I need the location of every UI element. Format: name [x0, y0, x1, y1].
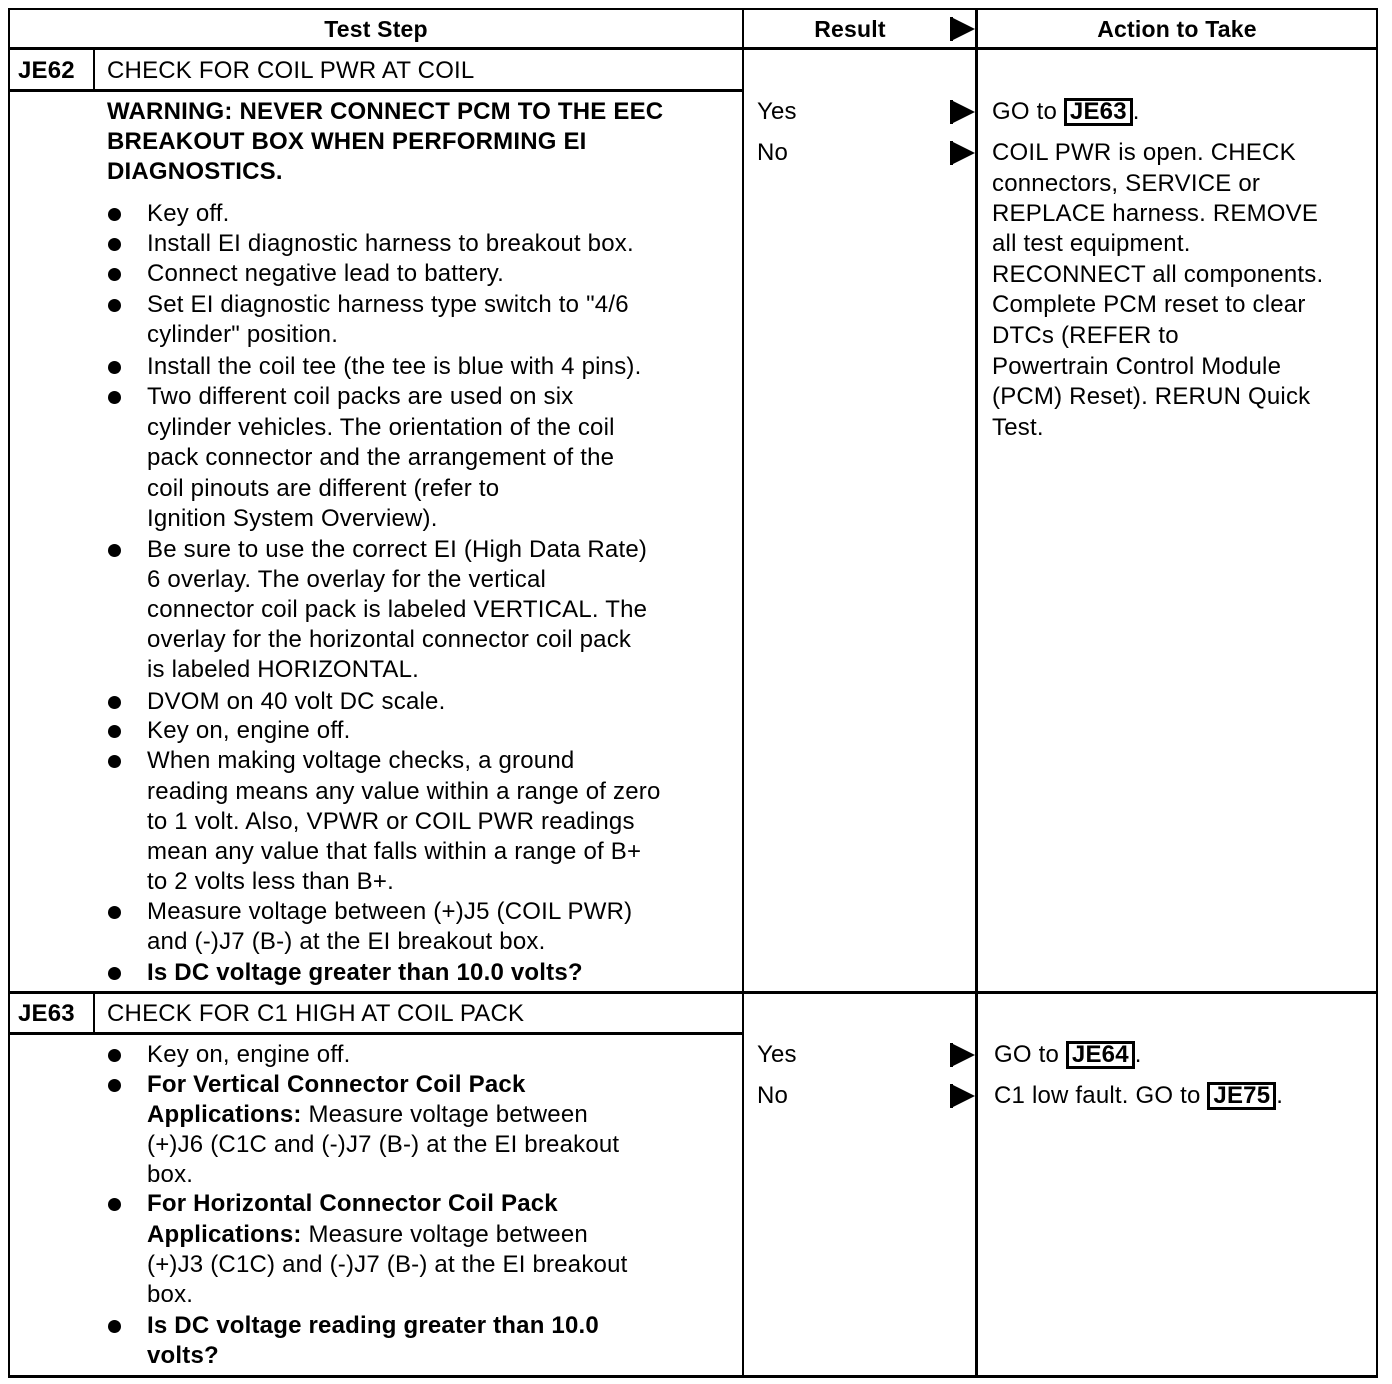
- list-item: Connect negative lead to battery.: [147, 260, 505, 287]
- list-item: Set EI diagnostic harness type switch to "4/6: [147, 291, 629, 318]
- bullet-icon: [108, 755, 121, 768]
- list-item: Be sure to use the correct EI (High Data Rate): [147, 536, 648, 563]
- arrow-right-icon: [953, 1044, 975, 1066]
- bullet-icon: [108, 544, 121, 557]
- list-item: Key on, engine off.: [147, 717, 351, 744]
- header-action: Action to Take: [1097, 16, 1257, 42]
- bullet-icon: [108, 906, 121, 919]
- table-top-border: [8, 8, 1378, 10]
- list-item: Key off.: [147, 200, 230, 227]
- list-item: Install the coil tee (the tee is blue with 4 pins).: [147, 353, 642, 380]
- arrow-right-icon: [953, 142, 975, 164]
- list-item: Key on, engine off.: [147, 1041, 351, 1068]
- step-ref-link[interactable]: JE75: [1207, 1082, 1276, 1110]
- list-item: Is DC voltage greater than 10.0 volts?: [147, 959, 583, 986]
- bullet-icon: [108, 208, 121, 221]
- bullet-icon: [108, 1320, 121, 1333]
- arrow-right-icon: [953, 101, 975, 123]
- table-right-border: [1376, 8, 1378, 1378]
- list-item: For Vertical Connector Coil Pack: [147, 1071, 526, 1098]
- je63-id-divider: [93, 992, 95, 1034]
- je62-action-yes: GO to JE63 .: [992, 98, 1140, 125]
- step-ref-link[interactable]: JE64: [1066, 1041, 1135, 1069]
- list-item: When making voltage checks, a ground: [147, 747, 575, 774]
- step-separator: [8, 991, 1378, 994]
- bullet-icon: [108, 391, 121, 404]
- bullet-icon: [108, 1198, 121, 1211]
- col-divider-action: [975, 8, 978, 1378]
- bullet-icon: [108, 725, 121, 738]
- je62-title-bottom: [8, 89, 744, 92]
- arrow-right-icon: [953, 1085, 975, 1107]
- list-item: Install EI diagnostic harness to breakout box.: [147, 230, 634, 257]
- col-divider-result: [742, 8, 744, 1378]
- je62-result-no: No: [757, 139, 789, 166]
- bullet-icon: [108, 361, 121, 374]
- list-item: Two different coil packs are used on six: [147, 383, 574, 410]
- je63-step-id: JE63: [18, 1000, 75, 1027]
- list-item: Measure voltage between (+)J5 (COIL PWR): [147, 898, 633, 925]
- header-arrow-icon: [953, 18, 975, 40]
- bullet-icon: [108, 268, 121, 281]
- je63-result-no: No: [757, 1082, 789, 1109]
- je62-step-id: JE62: [18, 57, 75, 84]
- table-left-border: [8, 8, 10, 1378]
- bullet-icon: [108, 1079, 121, 1092]
- list-item: Is DC voltage reading greater than 10.0: [147, 1312, 599, 1339]
- list-item: DVOM on 40 volt DC scale.: [147, 688, 446, 715]
- header-test-step: Test Step: [324, 16, 428, 42]
- je63-title: CHECK FOR C1 HIGH AT COIL PACK: [107, 1000, 525, 1027]
- bullet-icon: [108, 1049, 121, 1062]
- header-bottom-border: [8, 47, 1378, 50]
- bullet-icon: [108, 299, 121, 312]
- je62-id-divider: [93, 48, 95, 90]
- list-item: For Horizontal Connector Coil Pack: [147, 1190, 558, 1217]
- je62-result-yes: Yes: [757, 98, 797, 125]
- je63-action-no: C1 low fault. GO to JE75 .: [994, 1082, 1284, 1109]
- bullet-icon: [108, 238, 121, 251]
- bullet-icon: [108, 967, 121, 980]
- je63-result-yes: Yes: [757, 1041, 797, 1068]
- je62-title: CHECK FOR COIL PWR AT COIL: [107, 57, 475, 84]
- step-ref-link[interactable]: JE63: [1064, 98, 1133, 126]
- bullet-icon: [108, 696, 121, 709]
- table-bottom-border: [8, 1375, 1378, 1378]
- diagnostic-table: Test Step Result Action to Take JE62 CHECK FOR COIL PWR AT COIL WARNING: NEVER CONNECT PCM TO THE EEC BREAKOUT BOX WHEN PERFORMING EI DIAGNOSTICS. Key off. Install EI diagnostic harness to breakout box. Connect negative lead to battery. Set EI diagnostic harness type switch to "4/6 cylinder" position. Install the coil tee (the tee is blue with 4 pins). Two different coil packs are used on six cylinder vehicles. The orientation of the coil pack connector and the arrangement of the coil pinouts are different (refer to Ignition System Overview). Be sure to use the correct EI (High Data Rate) 6 overlay. The overlay for the vertical connector coil pack is labeled VERTICAL. The overlay for the horizontal connector coil pack is labeled HORIZONTAL. DVOM on 40 volt DC scale. Key on, engine off. When making voltage checks, a ground reading means any value within a range of zero to 1 volt. Also, VPWR or COIL PWR readings mean any value that falls within a range of B+ to 2 volts less than B+. Measure voltage between (+)J5 (COIL PWR) and (-)J7 (B-) at the EI breakout box. Is DC voltage greater than 10.0 volts? Yes No GO to JE63 . COIL PWR is open. CHECK connectors, SERVICE or REPLACE harness. REMOVE all test equipment. RECONNECT all components. Complete PCM reset to clear DTCs (REFER to Powertrain Control Module (PCM) Reset). RERUN Quick Test. JE63 CHECK FOR C1 HIGH AT COIL PACK Key on, engine off. For Vertical Connector Coil Pack Applications: Measure voltage between (+)J6 (C1C and (-)J7 (B-) at the EI breakout box. For Horizontal Connector Coil Pack Applications: Measure voltage between (+)J3 (C1C) and (-)J7 (B-) at the EI breakout box. Is DC voltage reading greater than 10.0 volts? Yes No GO to JE64 . C1 low fault. GO to JE75 .: [0, 0, 1392, 1384]
- je63-title-bottom: [8, 1032, 744, 1035]
- je63-action-yes: GO to JE64 .: [994, 1041, 1142, 1068]
- header-result: Result: [814, 16, 886, 42]
